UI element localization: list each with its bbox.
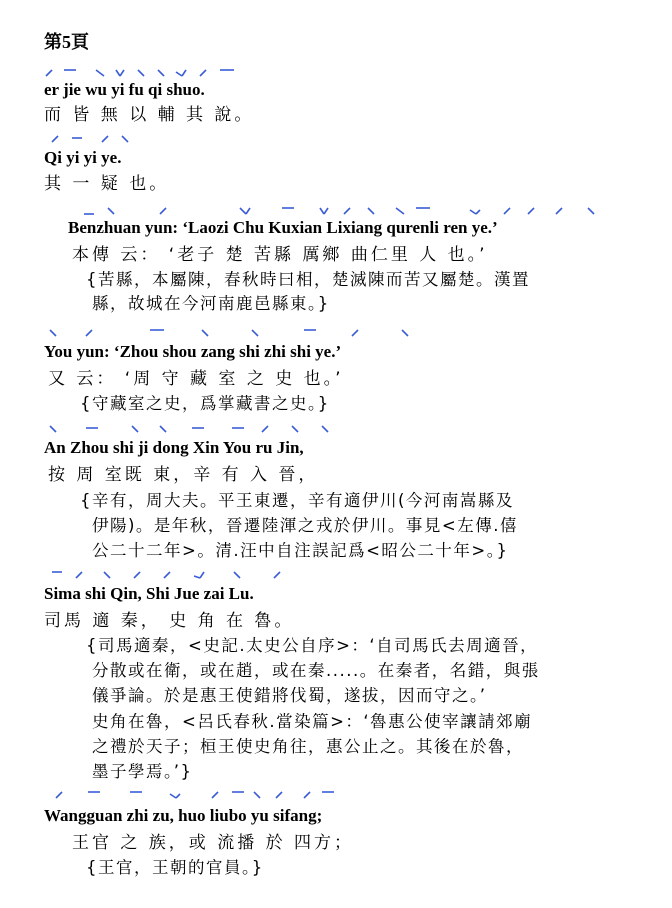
hanzi-line: 司馬 適 秦， 史 角 在 魯。 <box>44 611 295 631</box>
annotation-line: {苦縣，本屬陳，春秋時曰相，楚滅陳而苦又屬楚。漢置 <box>86 270 530 289</box>
annotation-line: 公二十二年>。清.汪中自注誤記爲<昭公二十年>。} <box>92 541 509 560</box>
annotation-line: {司馬適秦，<史記.太史公自序>：‘自司馬氏去周適晉， <box>86 636 539 655</box>
annotation-line: {辛有，周大夫。平王東遷，辛有適伊川(今河南嵩縣及 <box>80 491 514 510</box>
hanzi-line: 王官 之 族，或 流播 於 四方； <box>72 833 355 853</box>
hanzi-line: 又 云： ‘周 守 藏 室 之 史 也。’ <box>48 369 344 389</box>
annotation-line: {守藏室之史，爲掌藏書之史。} <box>80 394 330 413</box>
annotation-line: 儀爭論。於是惠王使錯將伐蜀，遂拔，因而守之。’ <box>92 686 487 705</box>
pinyin-line: Wangguan zhi zu, huo liubo yu sifang; <box>44 806 323 825</box>
hanzi-line: 本傳 云： ‘老子 楚 苦縣 厲鄉 曲仁里 人 也。’ <box>72 245 488 265</box>
annotation-line: 之禮於天子；桓王使史角往，惠公止之。其後在於魯， <box>92 737 524 756</box>
annotation-line: 縣，故城在今河南鹿邑縣東。} <box>92 294 330 313</box>
hanzi-line: 而 皆 無 以 輔 其 說。 <box>44 105 255 125</box>
pinyin-line: Qi yi yi ye. <box>44 148 122 167</box>
annotation-line: 史角在魯，<呂氏春秋.當染篇>：‘魯惠公使宰讓請郊廟 <box>92 712 533 731</box>
annotation-line: 分散或在衛，或在趙，或在秦.....。在秦者，名錯，與張 <box>92 661 540 680</box>
page-label: 第5頁 <box>44 32 89 52</box>
hanzi-line: 按 周 室既 東，辛 有 入 晉， <box>48 465 319 485</box>
pinyin-line: er jie wu yi fu qi shuo. <box>44 80 205 99</box>
pinyin-line: Benzhuan yun: ‘Laozi Chu Kuxian Lixiang qurenli ren ye.’ <box>68 218 498 237</box>
pinyin-line: An Zhou shi ji dong Xin You ru Jin, <box>44 438 304 457</box>
pinyin-line: You yun: ‘Zhou shou zang shi zhi shi ye.’ <box>44 342 342 361</box>
hanzi-line: 其 一 疑 也。 <box>44 174 170 194</box>
pinyin-line: Sima shi Qin, Shi Jue zai Lu. <box>44 584 254 603</box>
annotation-line: 伊陽)。是年秋，晉遷陸渾之戎於伊川。事見<左傳.僖 <box>92 516 519 535</box>
annotation-line: {王官，王朝的官員。} <box>86 858 264 877</box>
annotation-line: 墨子學焉。’} <box>92 762 193 781</box>
